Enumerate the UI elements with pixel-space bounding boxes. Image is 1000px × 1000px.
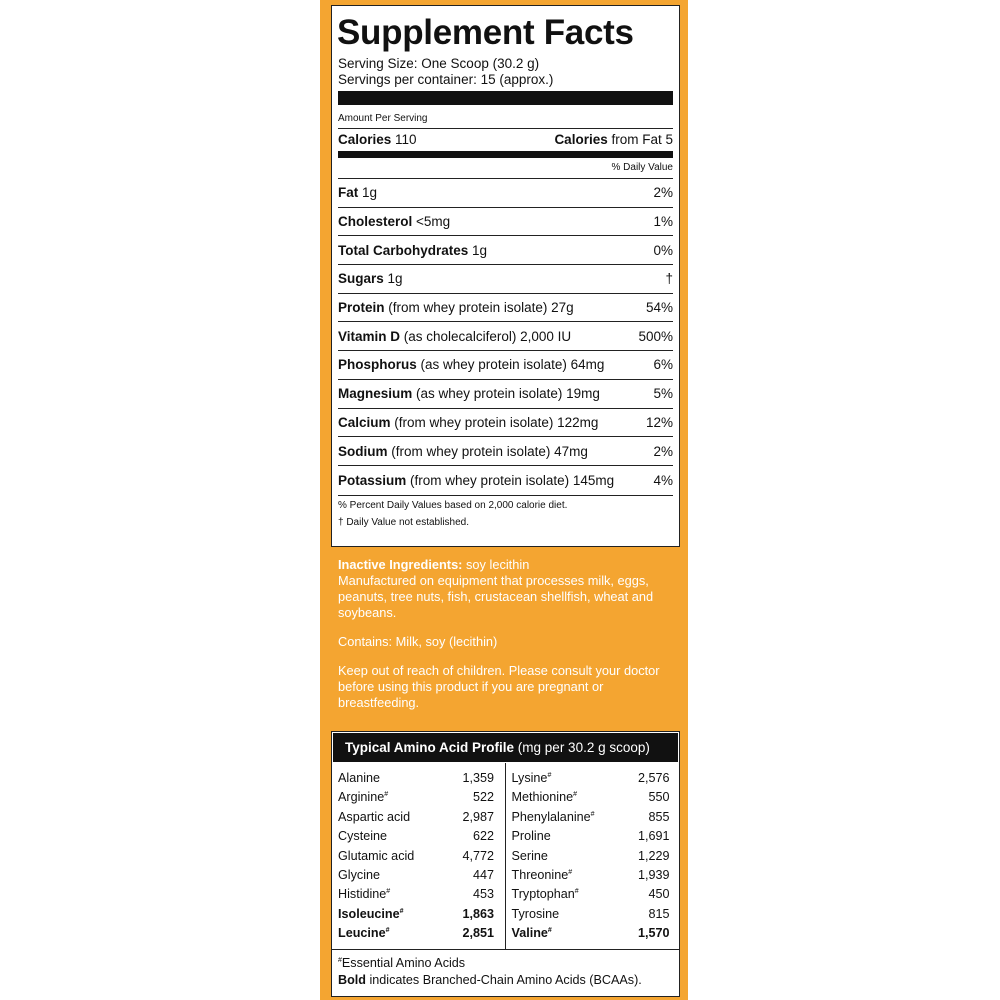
amino-acid-name: Proline — [511, 829, 551, 844]
nutrient-label: Phosphorus (as whey protein isolate) 64mg — [338, 357, 605, 373]
servings-per-container: Servings per container: 15 (approx.) — [338, 72, 554, 87]
amino-acid-value: 1,570 — [637, 926, 670, 941]
nutrient-row — [338, 409, 673, 438]
amino-acid-name: Tyrosine — [511, 906, 560, 921]
amino-acid-name: Valine# — [511, 926, 552, 941]
calories-row — [338, 129, 673, 151]
nutrient-label: Calcium (from whey protein isolate) 122mg — [338, 414, 599, 430]
amino-acid-row — [512, 866, 674, 885]
nutrient-daily-value: 54% — [645, 300, 673, 316]
amino-acid-row — [512, 808, 674, 827]
inactive-ingredients — [338, 557, 683, 724]
amino-acid-value: 447 — [472, 868, 494, 883]
amino-acid-name: Serine — [511, 848, 548, 863]
nutrient-daily-value: 2% — [653, 443, 673, 459]
amino-acid-value: 522 — [472, 790, 494, 805]
allergen-processing: Manufactured on equipment that processes milk, eggs, peanuts, tree nuts, fish, crustacean shellfish, wheat and soybeans. — [338, 573, 654, 620]
supplement-facts-box — [331, 5, 680, 547]
nutrient-row — [338, 294, 673, 323]
nutrient-row — [338, 437, 673, 466]
amino-acid-name: Tryptophan# — [511, 887, 579, 902]
facts-title: Supplement Facts — [337, 13, 634, 52]
amino-acid-name: Methionine# — [511, 790, 578, 805]
amino-acid-value: 4,772 — [462, 848, 494, 863]
amino-acid-row — [338, 847, 499, 866]
amino-acid-value: 1,691 — [637, 829, 670, 844]
amino-acid-row — [512, 788, 674, 807]
amino-acid-value: 1,359 — [462, 771, 494, 785]
footnote-not-established: † Daily Value not established. — [338, 516, 470, 528]
amino-acid-row — [338, 827, 499, 846]
amino-acid-row — [512, 924, 674, 943]
nutrient-daily-value: 12% — [645, 414, 673, 430]
amino-acid-value: 450 — [648, 887, 670, 902]
nutrient-row — [338, 380, 673, 409]
contains-statement: Contains: Milk, soy (lecithin) — [338, 634, 498, 649]
footnote-daily-values: % Percent Daily Values based on 2,000 calorie diet. — [338, 499, 568, 511]
nutrient-label: Total Carbohydrates 1g — [338, 242, 488, 258]
amino-acid-row — [512, 885, 674, 904]
amino-acid-name: Phenylalanine# — [511, 809, 595, 824]
amino-acid-value: 453 — [472, 887, 494, 902]
nutrient-label: Fat 1g — [338, 185, 378, 201]
amino-acid-value: 550 — [648, 790, 670, 805]
medium-divider — [338, 151, 673, 158]
amino-title: Typical Amino Acid Profile (mg per 30.2 g scoop) — [333, 733, 678, 762]
amino-acid-value: 1,939 — [637, 868, 670, 883]
nutrient-row — [338, 351, 673, 380]
amino-acid-value: 1,229 — [637, 848, 670, 863]
amino-acid-row — [512, 905, 674, 924]
calories-from-fat: Calories from Fat 5 — [554, 132, 673, 147]
amino-acid-value: 622 — [472, 829, 494, 844]
amino-acid-row — [338, 788, 499, 807]
amino-column-right — [506, 763, 680, 949]
amount-per-serving: Amount Per Serving — [338, 105, 673, 129]
nutrient-row — [338, 265, 673, 294]
daily-value-header: % Daily Value — [338, 158, 673, 179]
amino-acid-row — [512, 769, 674, 788]
nutrient-daily-value: 1% — [653, 214, 673, 230]
bcaa-footnote: Bold indicates Branched-Chain Amino Acids (BCAAs). — [338, 973, 642, 987]
nutrient-row — [338, 322, 673, 351]
amino-footnotes — [332, 950, 679, 994]
inactive-ingredients-line: Inactive Ingredients: soy lecithin Manufactured on equipment that processes milk, eggs, peanuts, tree nuts, fish, crustacean shellfish, wheat and soybeans. — [338, 557, 654, 620]
nutrient-daily-value: 500% — [638, 328, 673, 344]
amino-acid-row — [512, 847, 674, 866]
nutrient-daily-value: 4% — [653, 472, 673, 488]
amino-acid-name: Histidine# — [338, 887, 391, 902]
amino-acid-row — [338, 885, 499, 904]
nutrient-daily-value: 5% — [653, 386, 673, 402]
amino-acid-row — [338, 924, 499, 943]
amino-acid-name: Arginine# — [338, 790, 389, 805]
serving-size: Serving Size: One Scoop (30.2 g) — [338, 56, 540, 71]
amino-acid-name: Threonine# — [511, 868, 573, 883]
amino-acid-row — [338, 808, 499, 827]
nutrient-label: Magnesium (as whey protein isolate) 19mg — [338, 386, 600, 402]
amino-acid-row — [512, 827, 674, 846]
nutrient-label: Vitamin D (as cholecalciferol) 2,000 IU — [338, 328, 572, 344]
warning-statement: Keep out of reach of children. Please consult your doctor before using this product if you are pregnant or breastfeeding. — [338, 663, 660, 710]
nutrient-label: Protein (from whey protein isolate) 27g — [338, 300, 574, 316]
amino-acid-name: Glycine — [338, 868, 380, 883]
amino-acid-row — [338, 769, 499, 788]
amino-acid-value: 2,851 — [462, 926, 494, 941]
nutrient-daily-value: 2% — [653, 185, 673, 201]
nutrient-row — [338, 208, 673, 237]
amino-acid-name: Alanine — [338, 771, 381, 785]
calories: Calories 110 — [338, 132, 417, 147]
amino-acid-name: Isoleucine# — [338, 906, 404, 921]
amino-acid-value: 1,863 — [462, 906, 494, 921]
nutrient-daily-value: 0% — [653, 242, 673, 258]
amino-acid-row — [338, 905, 499, 924]
nutrient-row — [338, 466, 673, 495]
amino-acid-value: 2,576 — [637, 771, 670, 785]
amino-column-left — [332, 763, 506, 949]
nutrient-daily-value: † — [665, 271, 673, 287]
amino-acid-name: Glutamic acid — [338, 848, 415, 863]
essential-footnote: #Essential Amino Acids — [338, 956, 466, 970]
amino-acid-value: 855 — [648, 809, 670, 824]
amino-acid-value: 815 — [648, 906, 670, 921]
amino-acid-name: Cysteine — [338, 829, 387, 844]
nutrient-daily-value: 6% — [653, 357, 673, 373]
nutrient-label: Cholesterol <5mg — [338, 214, 451, 230]
thick-divider — [338, 91, 673, 105]
amino-columns — [332, 763, 679, 950]
amino-acid-profile — [331, 731, 680, 997]
amino-acid-name: Lysine# — [511, 771, 552, 785]
amino-acid-name: Leucine# — [338, 926, 390, 941]
nutrient-label: Sodium (from whey protein isolate) 47mg — [338, 443, 588, 459]
amino-acid-value: 2,987 — [462, 809, 494, 824]
nutrient-row — [338, 179, 673, 208]
nutrient-label: Potassium (from whey protein isolate) 145mg — [338, 472, 615, 488]
amino-acid-row — [338, 866, 499, 885]
nutrient-list — [338, 179, 673, 495]
nutrient-row — [338, 236, 673, 265]
amino-acid-name: Aspartic acid — [338, 809, 411, 824]
nutrient-label: Sugars 1g — [338, 271, 403, 287]
